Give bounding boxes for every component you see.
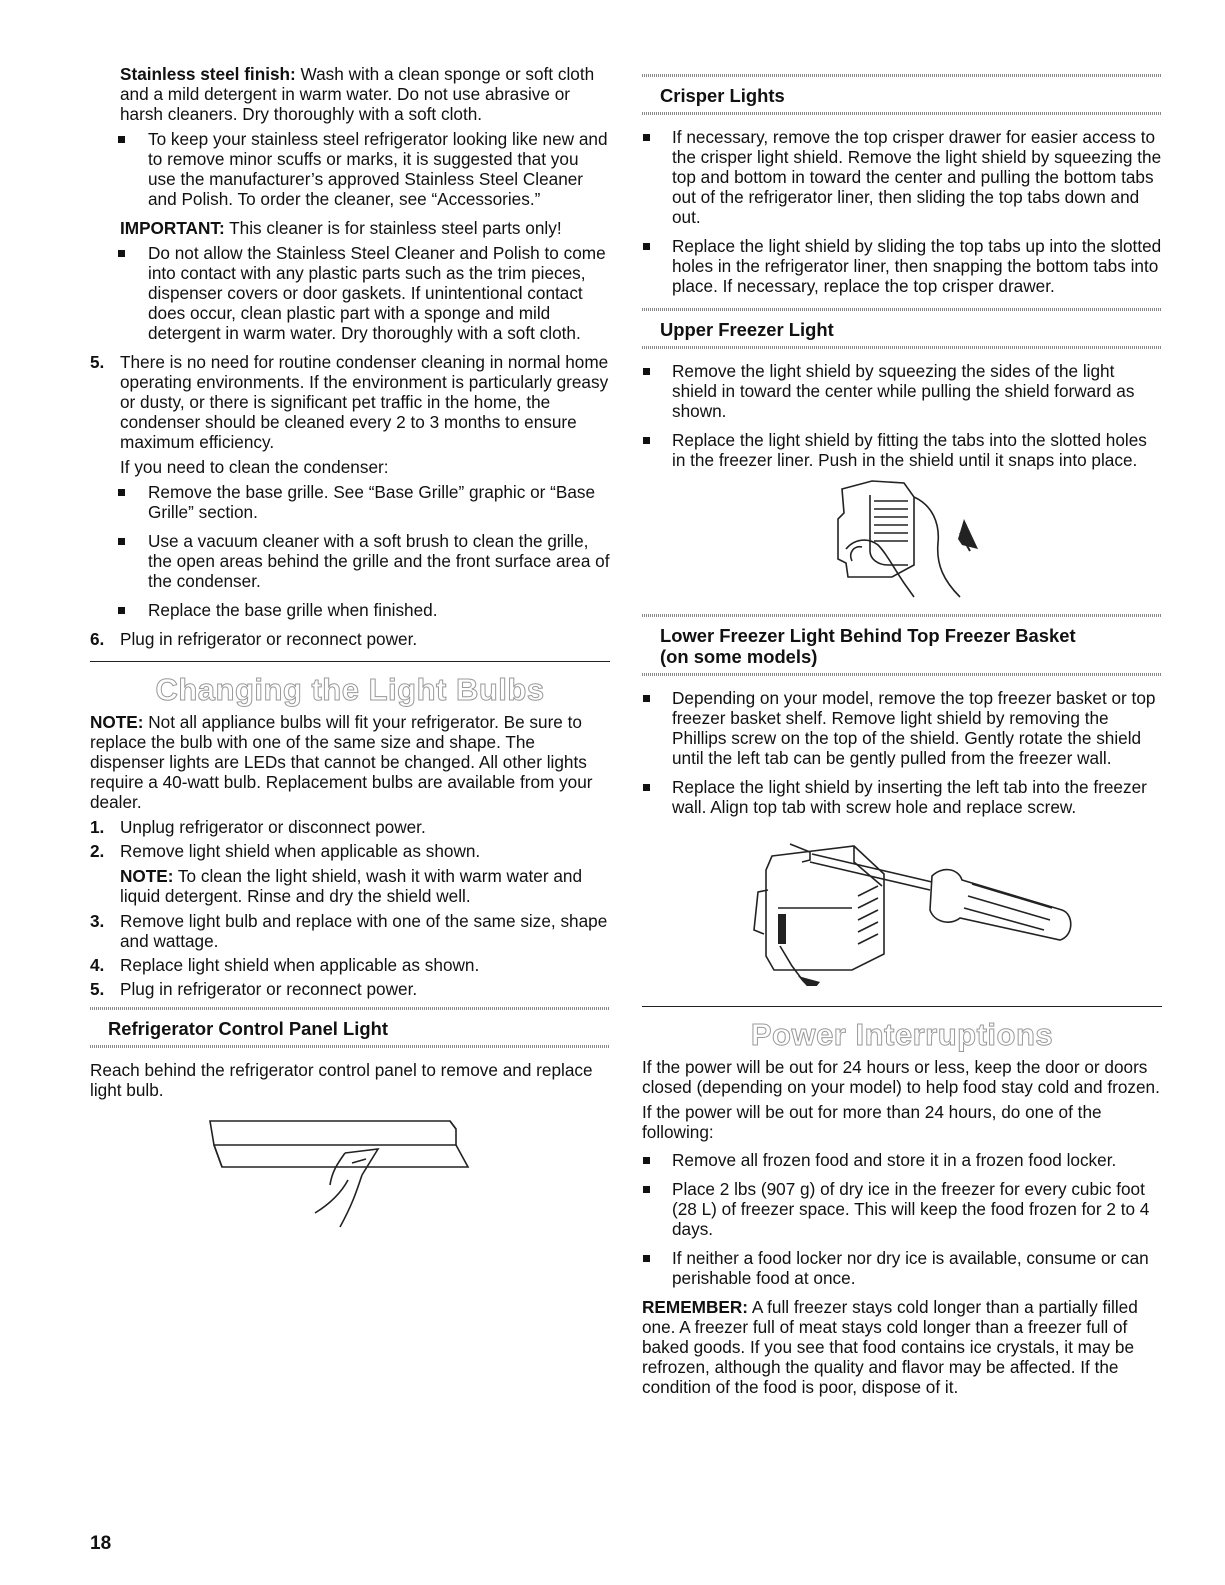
list-item: If neither a food locker nor dry ice is available, consume or can perishable food at once. xyxy=(642,1248,1162,1288)
step-5-plug xyxy=(90,979,610,999)
heading-upper-freezer-light: Upper Freezer Light xyxy=(660,319,834,340)
step-1 xyxy=(90,817,610,837)
heading-lower-freezer-light xyxy=(642,617,1162,673)
lower-freezer-svg xyxy=(642,826,1162,986)
step-3 xyxy=(90,911,610,951)
step-4 xyxy=(90,955,610,975)
list-item: Use a vacuum cleaner with a soft brush to clean the grille, the open areas behind the grille and the front surface area of the condenser. xyxy=(90,531,610,591)
crisper-bullets xyxy=(642,127,1162,296)
maintenance-steps xyxy=(90,352,610,477)
list-item: Replace the light shield by inserting the left tab into the freezer wall. Align top tab with screw hole and replace screw. xyxy=(642,777,1162,817)
upper-freezer-light-illustration xyxy=(642,479,1162,608)
section-divider xyxy=(90,661,610,662)
step-sub: If you need to clean the condenser: xyxy=(120,457,389,477)
list-item: Replace the base grille when finished. xyxy=(90,600,610,620)
subhead-rule-bottom xyxy=(642,112,1162,115)
stainless-paragraph xyxy=(120,64,610,124)
stainless-bullets-2 xyxy=(90,243,610,343)
control-panel-text: Reach behind the refrigerator control panel to remove and replace light bulb. xyxy=(90,1060,593,1100)
list-item: Do not allow the Stainless Steel Cleaner and Polish to come into contact with any plastic parts such as the trim pieces, dispenser covers or door gaskets. If unintentional contact does occur, clean plastic part with a sponge and mild detergent in warm water. Dry thoroughly with a soft cloth. xyxy=(90,243,610,343)
subhead-rule-bottom xyxy=(642,346,1162,349)
control-panel-light-illustration xyxy=(90,1105,610,1239)
list-item: To keep your stainless steel refrigerator looking like new and to remove minor scuffs or marks, it is suggested that you use the manufacturer’s approved Stainless Steel Cleaner and Polish. To order the cleaner, see “Accessories.” xyxy=(90,129,610,209)
step-text: Remove light bulb and replace with one of the same size, shape and wattage. xyxy=(120,911,608,951)
control-panel-svg xyxy=(90,1105,610,1235)
step-number: 1. xyxy=(90,817,105,837)
important-note xyxy=(120,218,610,238)
section-divider xyxy=(642,1006,1162,1007)
heading-crisper-lights: Crisper Lights xyxy=(660,85,785,106)
bulb-steps xyxy=(90,817,610,999)
list-item: Replace the light shield by fitting the tabs into the slotted holes in the freezer liner. Push in the shield until it snaps into place. xyxy=(642,430,1162,470)
step-number: 4. xyxy=(90,955,105,975)
subhead-rule-bottom xyxy=(642,673,1162,676)
power-p2: If the power will be out for more than 24 hours, do one of the following: xyxy=(642,1102,1102,1142)
step-text: There is no need for routine condenser cleaning in normal home operating environments. If the environment is particularly greasy or dusty, or there is significant pet traffic in the home, the condenser should be cleaned every 2 to 3 months to ensure maximum efficiency. xyxy=(120,352,609,452)
right-column xyxy=(642,64,1162,1402)
list-item: Depending on your model, remove the top freezer basket or top freezer basket shelf. Remove light shield by removing the Phillips screw on the top of the shield. Gently rotate the shield until the left tab can be gently pulled from the freezer wall. xyxy=(642,688,1162,768)
step-number: 5. xyxy=(90,352,105,372)
bulbs-note xyxy=(90,712,610,812)
note-lead: NOTE: xyxy=(120,866,174,886)
note-text: Not all appliance bulbs will fit your refrigerator. Be sure to replace the bulb with one of the same size and shape. The dispenser lights are LEDs that cannot be changed. All other lights require a 40-watt bulb. Replacement bulbs are available from your dealer. xyxy=(90,712,593,812)
list-item: Place 2 lbs (907 g) of dry ice in the freezer for every cubic foot (28 L) of freezer space. This will keep the food frozen for 2 to 4 days. xyxy=(642,1179,1162,1239)
step-5 xyxy=(90,352,610,477)
left-column xyxy=(90,64,610,1554)
remember-text: A full freezer stays cold longer than a partially filled one. A freezer full of meat stays cold longer than a freezer full of baked goods. If you see that food contains ice crystals, it may be refrozen, although the quality and flavor may be affected. If the condition of the food is poor, dispose of it. xyxy=(642,1297,1138,1397)
upper-freezer-svg xyxy=(642,479,1162,604)
stainless-text: Wash with a clean sponge or soft cloth and a mild detergent in warm water. Do not use abrasive or harsh cleaners. Dry thoroughly with a soft cloth. xyxy=(120,64,595,124)
step-text: Unplug refrigerator or disconnect power. xyxy=(120,817,426,837)
step-number: 2. xyxy=(90,841,105,861)
heading-line-2: (on some models) xyxy=(660,646,818,667)
step-text: Replace light shield when applicable as shown. xyxy=(120,955,480,975)
list-item: If necessary, remove the top crisper drawer for easier access to the crisper light shield. Remove the light shield by squeezing the top and bottom in toward the center and pulling the bottom tabs out of the refrigerator liner, then sliding the top tabs down and out. xyxy=(642,127,1162,227)
remember-lead: REMEMBER: xyxy=(642,1297,748,1317)
step-6 xyxy=(90,629,610,649)
step-number: 5. xyxy=(90,979,105,999)
list-item: Remove all frozen food and store it in a frozen food locker. xyxy=(642,1150,1162,1170)
note-text: To clean the light shield, wash it with warm water and liquid detergent. Rinse and dry the shield well. xyxy=(120,866,583,906)
step-number: 3. xyxy=(90,911,105,931)
stainless-section xyxy=(90,64,610,124)
stainless-lead: Stainless steel finish: xyxy=(120,64,296,84)
maintenance-steps-cont xyxy=(90,629,610,649)
list-item: Replace the light shield by sliding the top tabs up into the slotted holes in the refrigerator liner, then snapping the bottom tabs into place. If necessary, replace the top crisper drawer. xyxy=(642,236,1162,296)
lower-freezer-bullets xyxy=(642,688,1162,817)
important-text: This cleaner is for stainless steel parts only! xyxy=(224,218,562,238)
heading-line-1: Lower Freezer Light Behind Top Freezer Basket xyxy=(660,625,1076,646)
subhead-rule-bottom xyxy=(90,1045,610,1048)
important-lead: IMPORTANT: xyxy=(120,218,225,238)
power-bullets xyxy=(642,1150,1162,1288)
section-title-light-bulbs: Changing the Light Bulbs xyxy=(155,672,545,707)
important-note-wrap xyxy=(90,218,610,238)
step-text: Plug in refrigerator or reconnect power. xyxy=(120,629,418,649)
step-text: Remove light shield when applicable as shown. xyxy=(120,841,481,861)
step-2-note xyxy=(120,866,610,906)
lower-freezer-light-illustration xyxy=(642,826,1162,990)
power-p1: If the power will be out for 24 hours or less, keep the door or doors closed (depending on your model) to help food stay cold and frozen. xyxy=(642,1057,1160,1097)
step-2 xyxy=(90,841,610,906)
list-item: Remove the base grille. See “Base Grille” graphic or “Base Grille” section. xyxy=(90,482,610,522)
list-item: Remove the light shield by squeezing the sides of the light shield in toward the center while pulling the shield forward as shown. xyxy=(642,361,1162,421)
section-title-power-interruptions: Power Interruptions xyxy=(750,1017,1054,1052)
remember-paragraph xyxy=(642,1297,1162,1397)
stainless-bullets-1 xyxy=(90,129,610,209)
condenser-bullets xyxy=(90,482,610,620)
heading-control-panel-light: Refrigerator Control Panel Light xyxy=(108,1018,388,1039)
note-lead: NOTE: xyxy=(90,712,144,732)
step-number: 6. xyxy=(90,629,105,649)
step-text: Plug in refrigerator or reconnect power. xyxy=(120,979,418,999)
upper-freezer-bullets xyxy=(642,361,1162,470)
page-number: 18 xyxy=(90,1533,112,1554)
